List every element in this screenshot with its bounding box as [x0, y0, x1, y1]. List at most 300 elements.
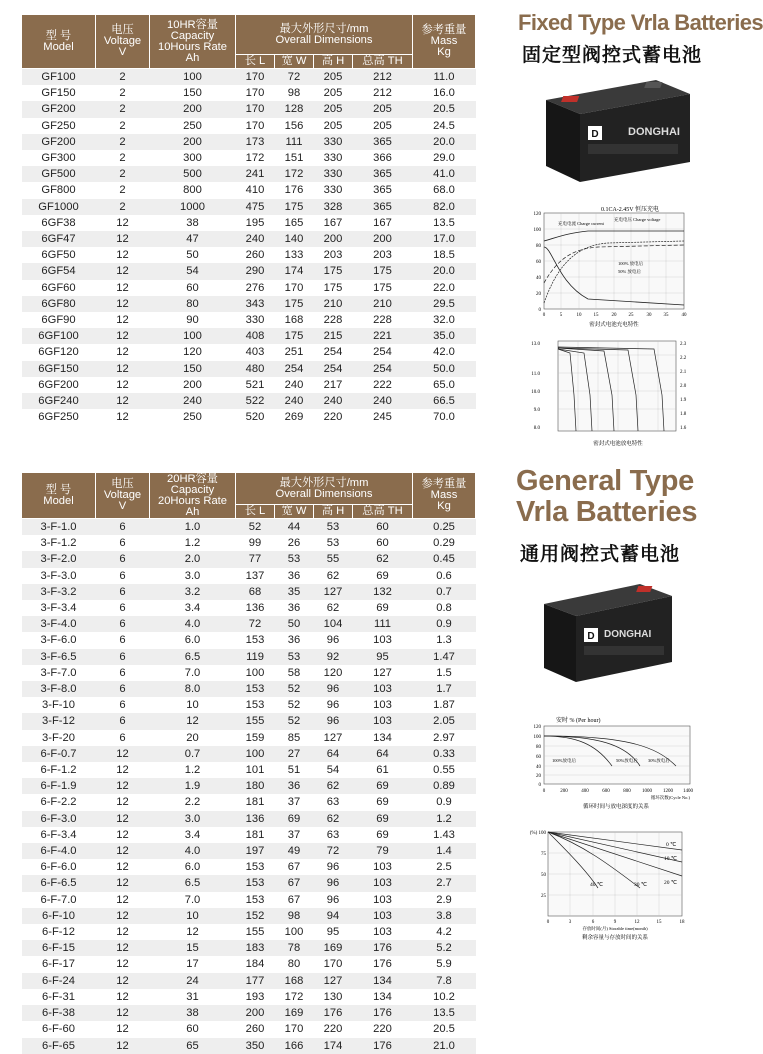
cell-width: 156 [275, 118, 314, 134]
cell-width: 98 [275, 85, 314, 101]
cell-voltage: 6 [96, 584, 150, 600]
table-row [22, 118, 476, 134]
cell-model: 6-F-17 [22, 956, 96, 972]
chart3-ytick: 120 [533, 725, 541, 730]
cell-model: 6GF47 [22, 231, 96, 247]
cell-width: 170 [275, 280, 314, 296]
cell-model: 3-F-1.2 [22, 535, 96, 551]
table-row [22, 616, 476, 632]
header-dimensions: 最大外形尺寸/mm Overall Dimensions [236, 473, 413, 505]
cell-model: 6-F-1.9 [22, 778, 96, 794]
cell-model: GF800 [22, 182, 96, 198]
cell-mass: 2.5 [413, 859, 476, 875]
cell-model: 3-F-2.0 [22, 551, 96, 567]
cell-width: 67 [275, 859, 314, 875]
cell-height: 96 [314, 632, 353, 648]
cell-length: 195 [236, 215, 275, 231]
cell-total-height: 212 [353, 69, 413, 86]
fixed-battery-brand: DONGHAI [628, 126, 680, 138]
cell-length: 159 [236, 730, 275, 746]
cell-total-height: 61 [353, 762, 413, 778]
cell-capacity: 50 [150, 247, 236, 263]
cell-total-height: 228 [353, 312, 413, 328]
cell-length: 72 [236, 616, 275, 632]
cell-length: 276 [236, 280, 275, 296]
chart1-xtick: 25 [628, 313, 634, 318]
table-row [22, 827, 476, 843]
cell-mass: 16.0 [413, 85, 476, 101]
table-row [22, 312, 476, 328]
cell-length: 260 [236, 1021, 275, 1037]
table-row [22, 393, 476, 409]
cell-capacity: 1000 [150, 199, 236, 215]
cell-height: 175 [314, 263, 353, 279]
chart2-ytick: 10.0 [531, 390, 540, 395]
cell-total-height: 203 [353, 247, 413, 263]
cell-height: 96 [314, 713, 353, 729]
cell-height: 170 [314, 956, 353, 972]
svg-text:D: D [587, 631, 595, 642]
cell-model: 6-F-2.2 [22, 794, 96, 810]
cell-height: 328 [314, 199, 353, 215]
cell-height: 330 [314, 182, 353, 198]
cell-model: 6GF240 [22, 393, 96, 409]
cell-height: 330 [314, 134, 353, 150]
cell-height: 96 [314, 892, 353, 908]
cell-height: 254 [314, 361, 353, 377]
header-width: 宽 W [275, 505, 314, 519]
cell-capacity: 1.2 [150, 762, 236, 778]
cell-height: 63 [314, 827, 353, 843]
chart3-xtick: 1000 [642, 789, 652, 794]
cell-length: 410 [236, 182, 275, 198]
cell-mass: 35.0 [413, 328, 476, 344]
cell-width: 172 [275, 166, 314, 182]
cell-voltage: 12 [96, 1021, 150, 1037]
cell-voltage: 12 [96, 409, 150, 425]
cell-width: 169 [275, 1005, 314, 1021]
cell-height: 63 [314, 794, 353, 810]
cell-mass: 42.0 [413, 344, 476, 360]
table-row [22, 519, 476, 536]
cell-voltage: 12 [96, 377, 150, 393]
chart2-ytick2: 2.3 [680, 342, 687, 347]
chart2-ytick2: 2.0 [680, 384, 687, 389]
table-row [22, 940, 476, 956]
cell-capacity: 200 [150, 101, 236, 117]
table-row [22, 924, 476, 940]
cell-length: 170 [236, 101, 275, 117]
chart4-label: 0 ℃ [666, 842, 677, 848]
cell-model: 6-F-6.0 [22, 859, 96, 875]
chart3-xtick: 600 [602, 789, 610, 794]
cell-length: 68 [236, 584, 275, 600]
chart4-xtick: 9 [613, 920, 617, 925]
cell-model: 6GF250 [22, 409, 96, 425]
cell-voltage: 2 [96, 134, 150, 150]
cell-height: 62 [314, 568, 353, 584]
cell-width: 80 [275, 956, 314, 972]
cell-total-height: 176 [353, 956, 413, 972]
cell-mass: 0.7 [413, 584, 476, 600]
chart2-ytick2: 2.1 [680, 370, 687, 375]
cell-length: 173 [236, 134, 275, 150]
cell-capacity: 4.0 [150, 616, 236, 632]
cell-mass: 2.97 [413, 730, 476, 746]
cell-capacity: 2.2 [150, 794, 236, 810]
chart2-ytick: 11.0 [531, 372, 540, 377]
cell-length: 52 [236, 519, 275, 536]
cell-capacity: 7.0 [150, 892, 236, 908]
chart1-ytick: 120 [533, 212, 541, 217]
table-row [22, 568, 476, 584]
cell-model: 6-F-4.0 [22, 843, 96, 859]
cell-total-height: 210 [353, 296, 413, 312]
cell-mass: 29.5 [413, 296, 476, 312]
cell-capacity: 12 [150, 924, 236, 940]
cell-model: 6GF50 [22, 247, 96, 263]
cell-width: 170 [275, 1021, 314, 1037]
cell-width: 174 [275, 263, 314, 279]
chart4-xtick: 12 [634, 920, 640, 925]
cell-mass: 41.0 [413, 166, 476, 182]
cell-mass: 0.45 [413, 551, 476, 567]
chart1-xtick: 40 [681, 313, 687, 318]
cell-total-height: 103 [353, 859, 413, 875]
cell-length: 193 [236, 989, 275, 1005]
table-row [22, 182, 476, 198]
cell-width: 78 [275, 940, 314, 956]
chart2-ytick: 13.0 [531, 342, 540, 347]
cell-model: 6-F-12 [22, 924, 96, 940]
cell-model: 6GF60 [22, 280, 96, 296]
cell-height: 215 [314, 328, 353, 344]
cell-width: 36 [275, 632, 314, 648]
cell-length: 522 [236, 393, 275, 409]
cell-model: GF100 [22, 69, 96, 86]
cell-total-height: 69 [353, 827, 413, 843]
cell-mass: 1.5 [413, 665, 476, 681]
cell-capacity: 15 [150, 940, 236, 956]
cell-mass: 4.2 [413, 924, 476, 940]
cell-total-height: 212 [353, 85, 413, 101]
cell-capacity: 1.2 [150, 535, 236, 551]
chart3-ytick: 100 [533, 735, 541, 740]
cell-total-height: 132 [353, 584, 413, 600]
cell-voltage: 12 [96, 746, 150, 762]
cell-capacity: 1.0 [150, 519, 236, 536]
cell-mass: 11.0 [413, 69, 476, 86]
cell-mass: 0.9 [413, 794, 476, 810]
cell-mass: 68.0 [413, 182, 476, 198]
table-row [22, 778, 476, 794]
cell-mass: 1.4 [413, 843, 476, 859]
cell-total-height: 60 [353, 535, 413, 551]
chart4-ytick: (%) 100 [529, 831, 546, 836]
cell-length: 153 [236, 892, 275, 908]
cell-voltage: 12 [96, 328, 150, 344]
cell-model: 6-F-0.7 [22, 746, 96, 762]
table-row [22, 1005, 476, 1021]
cell-voltage: 12 [96, 940, 150, 956]
cell-total-height: 69 [353, 568, 413, 584]
cell-total-height: 95 [353, 649, 413, 665]
cell-width: 100 [275, 924, 314, 940]
cell-height: 53 [314, 519, 353, 536]
table-row [22, 101, 476, 117]
cell-length: 153 [236, 632, 275, 648]
cell-mass: 0.8 [413, 600, 476, 616]
cell-model: 6-F-1.2 [22, 762, 96, 778]
cell-capacity: 250 [150, 118, 236, 134]
cell-capacity: 0.7 [150, 746, 236, 762]
cell-mass: 18.5 [413, 247, 476, 263]
cell-length: 153 [236, 859, 275, 875]
cell-capacity: 7.0 [150, 665, 236, 681]
cell-model: 6GF54 [22, 263, 96, 279]
cell-voltage: 12 [96, 312, 150, 328]
cell-mass: 1.43 [413, 827, 476, 843]
cell-total-height: 221 [353, 328, 413, 344]
cell-total-height: 175 [353, 263, 413, 279]
cell-mass: 65.0 [413, 377, 476, 393]
cell-total-height: 205 [353, 118, 413, 134]
cell-width: 69 [275, 811, 314, 827]
cell-width: 67 [275, 875, 314, 891]
table-row [22, 632, 476, 648]
table-row [22, 263, 476, 279]
cell-height: 120 [314, 665, 353, 681]
cell-mass: 7.8 [413, 973, 476, 989]
cell-length: 152 [236, 908, 275, 924]
cell-total-height: 254 [353, 344, 413, 360]
cell-width: 175 [275, 199, 314, 215]
chart1-legend-voltage: 充电电压 Charge voltage [614, 217, 661, 222]
table-row [22, 361, 476, 377]
chart2-ytick: 9.0 [533, 408, 540, 413]
chart2-ytick2: 2.2 [680, 356, 687, 361]
cell-voltage: 12 [96, 393, 150, 409]
chart3-label: 50%放电后 [616, 758, 638, 763]
general-title-cn: 通用阀控式蓄电池 [520, 544, 681, 565]
table-row [22, 681, 476, 697]
table-row [22, 1021, 476, 1037]
cell-mass: 21.0 [413, 1038, 476, 1054]
cell-capacity: 150 [150, 361, 236, 377]
cell-width: 240 [275, 377, 314, 393]
cell-capacity: 3.4 [150, 600, 236, 616]
cell-length: 170 [236, 69, 275, 86]
header-voltage: 电压 Voltage V [96, 473, 150, 519]
cell-length: 181 [236, 827, 275, 843]
cell-height: 220 [314, 1021, 353, 1037]
cell-width: 165 [275, 215, 314, 231]
cell-length: 475 [236, 199, 275, 215]
cell-capacity: 100 [150, 328, 236, 344]
cell-length: 136 [236, 600, 275, 616]
cell-voltage: 2 [96, 118, 150, 134]
cell-capacity: 4.0 [150, 843, 236, 859]
cell-model: 3-F-3.4 [22, 600, 96, 616]
cell-mass: 20.5 [413, 1021, 476, 1037]
cell-height: 92 [314, 649, 353, 665]
cell-capacity: 300 [150, 150, 236, 166]
cell-width: 168 [275, 973, 314, 989]
cell-width: 26 [275, 535, 314, 551]
chart1-caption: 密封式电池充电特性 [589, 322, 639, 328]
chart1-legend-current: 充电电流 Charge current [558, 221, 604, 226]
chart1-xtick: 10 [576, 313, 582, 318]
chart4-label: 10 ℃ [664, 856, 678, 862]
cell-mass: 29.0 [413, 150, 476, 166]
chart1-xtick: 20 [611, 313, 617, 318]
cell-capacity: 60 [150, 280, 236, 296]
cell-capacity: 800 [150, 182, 236, 198]
cell-capacity: 250 [150, 409, 236, 425]
cell-total-height: 69 [353, 811, 413, 827]
chart4-caption: 剩余容量与存放时间的关系 [581, 935, 649, 941]
cell-voltage: 12 [96, 1005, 150, 1021]
cell-width: 254 [275, 361, 314, 377]
cell-width: 35 [275, 584, 314, 600]
header-length: 长 L [236, 55, 275, 69]
cell-length: 350 [236, 1038, 275, 1054]
cell-height: 127 [314, 584, 353, 600]
cell-model: 6GF90 [22, 312, 96, 328]
cell-capacity: 10 [150, 908, 236, 924]
cell-total-height: 365 [353, 199, 413, 215]
cell-voltage: 6 [96, 632, 150, 648]
cell-length: 153 [236, 681, 275, 697]
chart3-xtick: 1200 [663, 789, 673, 794]
chart4-xlabel: 存放时间(月) Storable time(month) [582, 926, 648, 931]
cell-width: 133 [275, 247, 314, 263]
cell-model: 6-F-15 [22, 940, 96, 956]
cell-width: 52 [275, 697, 314, 713]
header-mass: 参考重量 Mass Kg [413, 15, 476, 69]
cell-height: 205 [314, 101, 353, 117]
cell-voltage: 12 [96, 778, 150, 794]
table-row [22, 713, 476, 729]
cell-total-height: 103 [353, 892, 413, 908]
header-height: 高 H [314, 505, 353, 519]
cell-width: 36 [275, 568, 314, 584]
chart4-label: 20 ℃ [664, 880, 678, 886]
cell-height: 95 [314, 924, 353, 940]
cell-voltage: 12 [96, 263, 150, 279]
cell-total-height: 176 [353, 940, 413, 956]
cell-height: 205 [314, 118, 353, 134]
chart3-ytick: 0 [538, 783, 541, 788]
chart1-title: 0.1CA-2.45V 恒压充电 [600, 207, 660, 213]
cell-mass: 13.5 [413, 215, 476, 231]
cell-voltage: 6 [96, 519, 150, 536]
cell-capacity: 3.0 [150, 568, 236, 584]
table-row [22, 989, 476, 1005]
cell-model: 6-F-3.0 [22, 811, 96, 827]
cell-voltage: 12 [96, 875, 150, 891]
header-length: 长 L [236, 505, 275, 519]
chart4-label: 40 ℃ [590, 882, 604, 888]
cell-mass: 10.2 [413, 989, 476, 1005]
general-cycle-chart [516, 714, 696, 812]
table-row [22, 280, 476, 296]
cell-voltage: 6 [96, 600, 150, 616]
cell-length: 136 [236, 811, 275, 827]
cell-height: 96 [314, 875, 353, 891]
chart2-caption: 密封式电池放电特性 [593, 441, 643, 447]
cell-width: 251 [275, 344, 314, 360]
chart2-ytick2: 1.8 [680, 412, 687, 417]
table-row [22, 649, 476, 665]
cell-total-height: 60 [353, 519, 413, 536]
cell-width: 85 [275, 730, 314, 746]
cell-length: 153 [236, 875, 275, 891]
table-row [22, 665, 476, 681]
fixed-title-en: Fixed Type Vrla Batteries [518, 10, 763, 35]
chart1-xtick: 30 [646, 313, 652, 318]
cell-capacity: 200 [150, 377, 236, 393]
cell-voltage: 2 [96, 101, 150, 117]
cell-model: 6GF150 [22, 361, 96, 377]
cell-length: 155 [236, 924, 275, 940]
table-row [22, 892, 476, 908]
cell-height: 205 [314, 69, 353, 86]
cell-voltage: 2 [96, 166, 150, 182]
cell-height: 200 [314, 231, 353, 247]
chart1-legend-100: 100% 放电后 [618, 261, 644, 266]
cell-mass: 0.9 [413, 616, 476, 632]
cell-width: 269 [275, 409, 314, 425]
chart1-ytick: 100 [533, 228, 541, 233]
cell-mass: 20.0 [413, 134, 476, 150]
cell-capacity: 200 [150, 134, 236, 150]
cell-total-height: 222 [353, 377, 413, 393]
table-row [22, 85, 476, 101]
cell-length: 170 [236, 118, 275, 134]
cell-voltage: 12 [96, 827, 150, 843]
cell-length: 197 [236, 843, 275, 859]
cell-voltage: 6 [96, 649, 150, 665]
cell-capacity: 6.5 [150, 875, 236, 891]
cell-voltage: 2 [96, 69, 150, 86]
cell-model: 3-F-3.0 [22, 568, 96, 584]
cell-voltage: 2 [96, 85, 150, 101]
cell-model: 3-F-8.0 [22, 681, 96, 697]
cell-model: GF200 [22, 101, 96, 117]
cell-height: 217 [314, 377, 353, 393]
table-row [22, 134, 476, 150]
cell-width: 175 [275, 328, 314, 344]
cell-height: 254 [314, 344, 353, 360]
cell-height: 62 [314, 778, 353, 794]
cell-total-height: 103 [353, 875, 413, 891]
cell-capacity: 38 [150, 1005, 236, 1021]
cell-width: 36 [275, 600, 314, 616]
cell-length: 290 [236, 263, 275, 279]
cell-width: 53 [275, 649, 314, 665]
table-row [22, 843, 476, 859]
table-row [22, 535, 476, 551]
cell-length: 172 [236, 150, 275, 166]
cell-capacity: 8.0 [150, 681, 236, 697]
cell-width: 44 [275, 519, 314, 536]
cell-voltage: 12 [96, 344, 150, 360]
cell-height: 330 [314, 150, 353, 166]
cell-model: 6-F-60 [22, 1021, 96, 1037]
cell-total-height: 79 [353, 843, 413, 859]
cell-width: 176 [275, 182, 314, 198]
